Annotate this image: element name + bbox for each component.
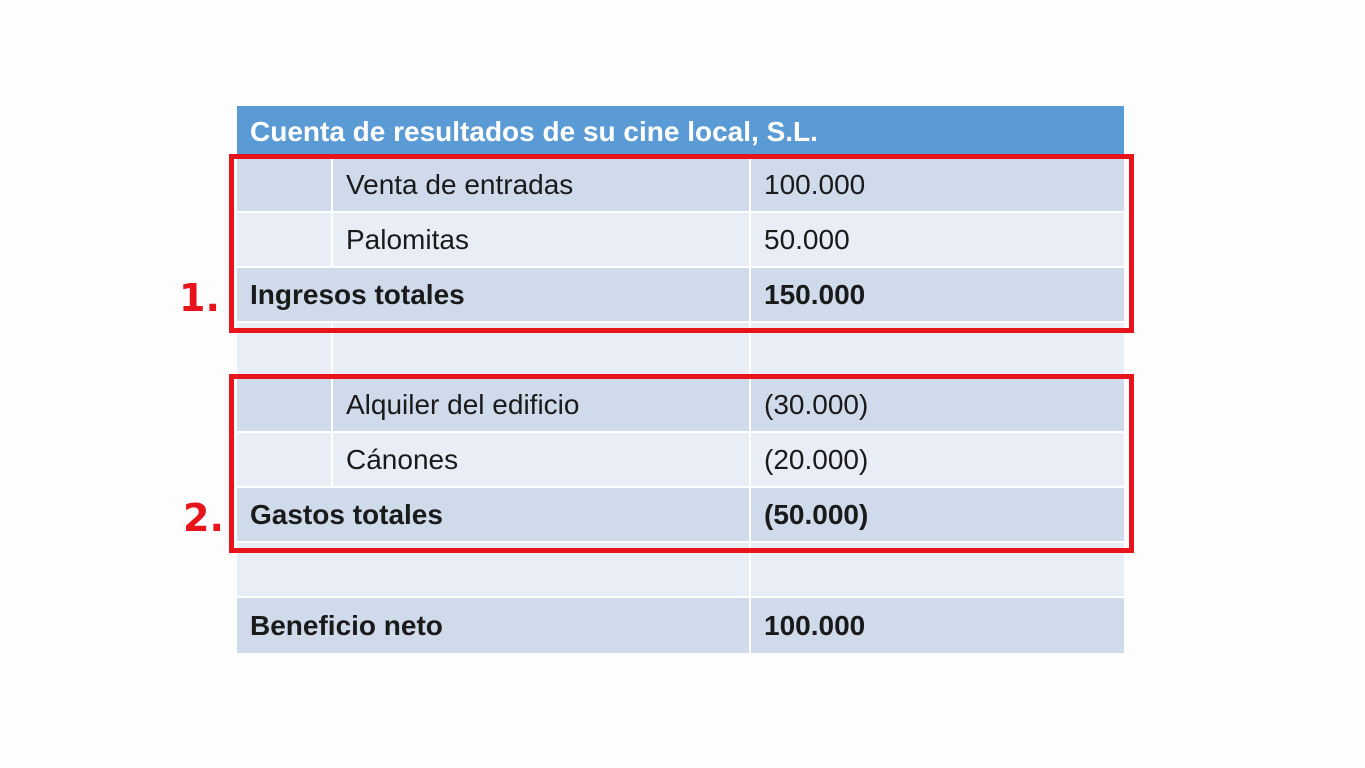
total-label-cell: Gastos totales — [237, 488, 751, 541]
value-cell: (20.000) — [751, 433, 1124, 486]
item-cell: Alquiler del edificio — [333, 378, 751, 431]
marker-1: 1. — [179, 276, 220, 320]
item-cell: Venta de entradas — [333, 158, 751, 211]
value-cell: 100.000 — [751, 158, 1124, 211]
net-profit-value-cell: 100.000 — [751, 598, 1124, 653]
value-cell: (30.000) — [751, 378, 1124, 431]
table-row-net-profit — [237, 598, 1124, 653]
marker-2: 2. — [183, 496, 224, 540]
table-title: Cuenta de resultados de su cine local, S.L. — [237, 106, 1124, 158]
highlight-box-income — [229, 154, 1134, 333]
total-value-cell: (50.000) — [751, 488, 1124, 541]
highlight-box-expenses — [229, 374, 1134, 553]
total-label-cell: Ingresos totales — [237, 268, 751, 321]
item-cell: Palomitas — [333, 213, 751, 266]
total-value-cell: 150.000 — [751, 268, 1124, 321]
net-profit-label-cell: Beneficio neto — [237, 598, 751, 653]
item-cell: Cánones — [333, 433, 751, 486]
value-cell: 50.000 — [751, 213, 1124, 266]
